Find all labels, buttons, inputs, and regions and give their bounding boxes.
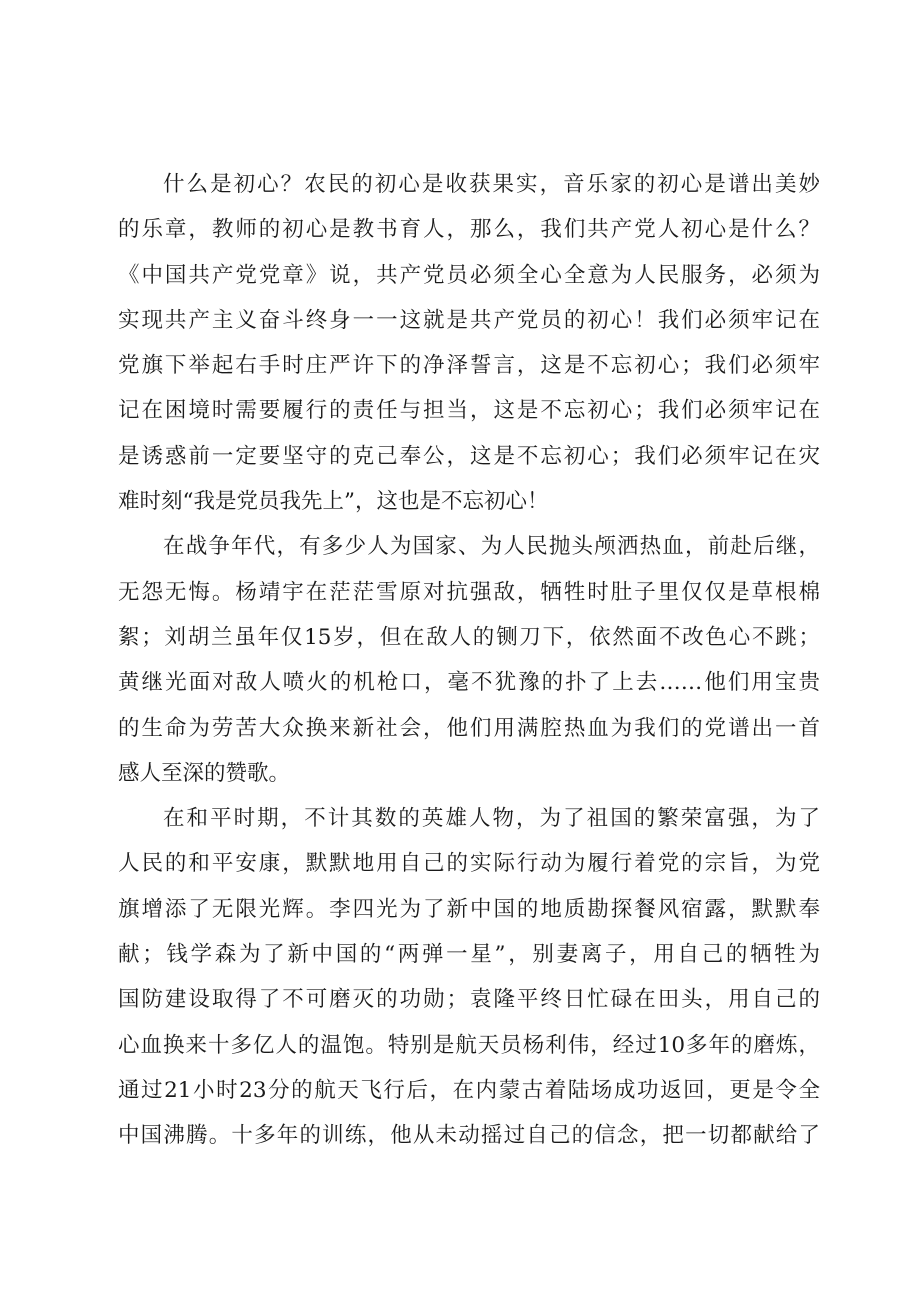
text-line: 党旗下举起右手时庄严许下的净泽誓言，这是不忘初心；我们必须牢 [118,353,820,379]
text-line: 是诱惑前一定要坚守的克己奉公，这是不忘初心；我们必须牢记在灾 [118,443,820,469]
text-line: 人民的和平安康，默默地用自己的实际行动为履行着党的宗旨，为党 [118,851,820,877]
text-line: 国防建设取得了不可磨灭的功勋；袁隆平终日忙碌在田头，用自己的 [118,987,820,1013]
text-line: 旗增添了无限光辉。李四光为了新中国的地质勘探餐风宿露，默默奉 [118,896,820,922]
paragraph-peace-time [118,796,820,1158]
text-line: 献；钱学森为了新中国的“两弹一星”，别妻离子，用自己的牺牲为 [118,942,820,968]
text-line: 感人至深的赞歌。 [118,760,291,786]
text-line: 《中国共产党党章》说，共产党员必须全心全意为人民服务，必须为 [118,262,820,288]
paragraph-war-years [118,524,820,796]
text-line: 的乐章，教师的初心是教书育人，那么，我们共产党人初心是什么？ [118,217,820,243]
text-line: 絮；刘胡兰虽年仅15岁，但在敌人的铡刀下，依然面不改色心不跳； [118,624,820,650]
text-line: 中国沸腾。十多年的训练，他从未动摇过自己的信念，把一切都献给了 [118,1123,820,1149]
text-line: 难时刻“我是党员我先上”，这也是不忘初心！ [118,489,549,515]
text-line: 无怨无悔。杨靖宇在茫茫雪原对抗强敌，牺牲时肚子里仅仅是草根棉 [118,579,820,605]
text-line: 通过21小时23分的航天飞行后，在内蒙古着陆场成功返回，更是令全 [118,1077,820,1103]
text-line: 记在困境时需要履行的责任与担当，这是不忘初心；我们必须牢记在 [118,398,820,424]
text-line: 的生命为劳苦大众换来新社会，他们用满腔热血为我们的党谱出一首 [118,715,820,741]
text-line: 心血换来十多亿人的温饱。特别是航天员杨利伟，经过10多年的磨炼， [118,1032,820,1058]
text-line: 黄继光面对敌人喷火的机枪口，毫不犹豫的扑了上去……他们用宝贵 [118,670,820,696]
document-body [118,162,820,1159]
text-line: 实现共产主义奋斗终身一一这就是共产党员的初心！我们必须牢记在 [118,307,820,333]
paragraph-original-intention [118,162,820,524]
text-line: 什么是初心？农民的初心是收获果实，音乐家的初心是谱出美妙 [163,172,820,197]
text-line: 在战争年代，有多少人为国家、为人民抛头颅洒热血，前赴后继， [163,534,820,560]
text-line: 在和平时期，不计其数的英雄人物，为了祖国的繁荣富强，为了 [163,806,820,832]
